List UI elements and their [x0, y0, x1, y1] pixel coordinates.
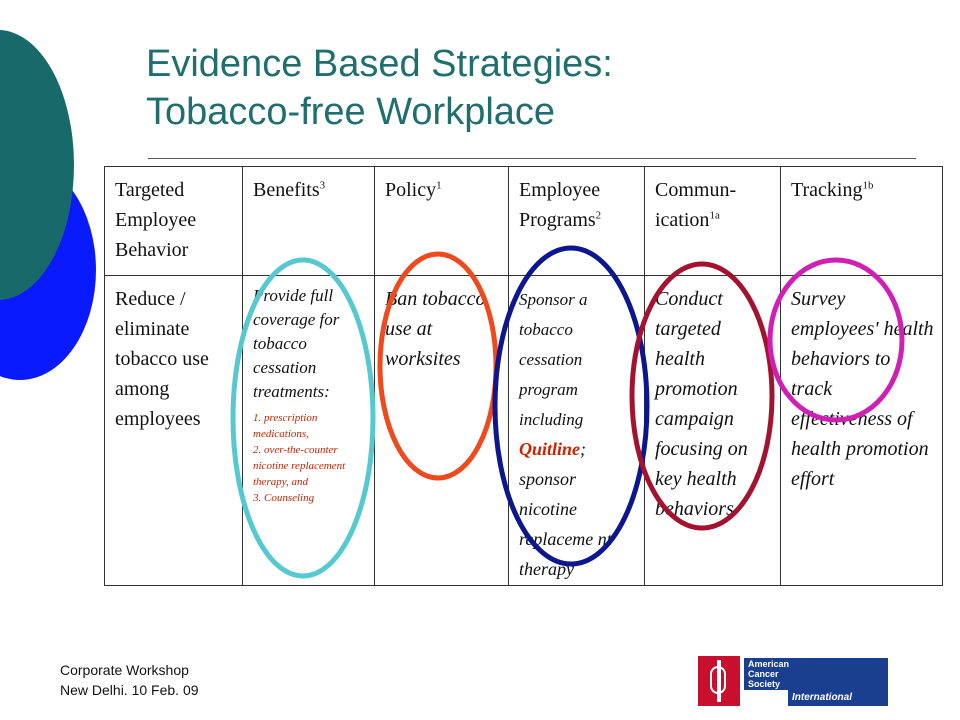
- header-programs-ref: 2: [595, 209, 602, 222]
- cell-behavior: Reduce / eliminate tobacco use among employees: [105, 276, 243, 586]
- acs-logo: [698, 656, 890, 706]
- quitline-highlight: Quitline: [519, 439, 581, 459]
- header-policy: [375, 167, 509, 276]
- header-communication: [645, 167, 781, 276]
- header-benefits-ref: 3: [319, 179, 326, 192]
- caduceus-icon: [698, 656, 740, 706]
- header-programs: [509, 167, 645, 276]
- header-communication-ref: 1a: [709, 209, 720, 222]
- header-policy-ref: 1: [436, 179, 442, 192]
- slide-title: [146, 40, 926, 136]
- title-line-1: Evidence Based Strategies:: [146, 43, 613, 85]
- programs-text-cont: ; sponsor nicotine replaceme nt therapy: [519, 439, 612, 579]
- header-tracking-label: Tracking: [791, 179, 863, 201]
- benefits-text: Provide full coverage for tobacco cessation treatments:: [253, 286, 340, 401]
- header-benefits: [243, 167, 375, 276]
- logo-line-1: American: [748, 659, 790, 669]
- table-header-row: [105, 167, 943, 276]
- cell-policy: Ban tobacco use at worksites: [375, 276, 509, 586]
- programs-text: Sponsor a tobacco cessation program including: [519, 290, 588, 429]
- header-tracking: [781, 167, 943, 276]
- cell-benefits: [243, 276, 375, 586]
- title-divider: [148, 158, 916, 159]
- decorative-shapes: [0, 0, 120, 400]
- header-communication-label: Commun-ication: [655, 179, 737, 231]
- logo-wordmark: [744, 658, 888, 690]
- header-policy-label: Policy: [385, 179, 437, 201]
- list-item: 2. over-the-counter nicotine replacement therapy, and: [253, 444, 346, 488]
- table-row: [105, 276, 943, 586]
- logo-subtitle: International: [788, 690, 888, 706]
- header-behavior: [105, 167, 243, 276]
- header-programs-label: Employee Programs: [519, 179, 601, 231]
- header-benefits-label: Benefits: [253, 179, 320, 201]
- header-tracking-ref: 1b: [862, 179, 874, 192]
- list-item: 3. Counseling: [253, 492, 315, 504]
- cell-communication: Conduct targeted health promotion campaign focusing on key health behaviors: [645, 276, 781, 586]
- cell-programs: [509, 276, 645, 586]
- cell-tracking: Survey employees' health behaviors to track effectiveness of health promotion effort: [781, 276, 943, 586]
- footer-line-1: Corporate Workshop: [60, 662, 189, 678]
- benefits-list: [253, 410, 366, 506]
- logo-line-3: Society: [748, 679, 781, 689]
- title-line-2: Tobacco-free Workplace: [146, 91, 556, 133]
- list-item: 1. prescription medications,: [253, 412, 318, 440]
- header-behavior-label: Targeted Employee Behavior: [115, 179, 197, 261]
- strategy-table: [104, 166, 943, 586]
- footer: [60, 660, 199, 700]
- logo-line-2: Cancer: [748, 669, 779, 679]
- footer-line-2: New Delhi. 10 Feb. 09: [60, 682, 199, 698]
